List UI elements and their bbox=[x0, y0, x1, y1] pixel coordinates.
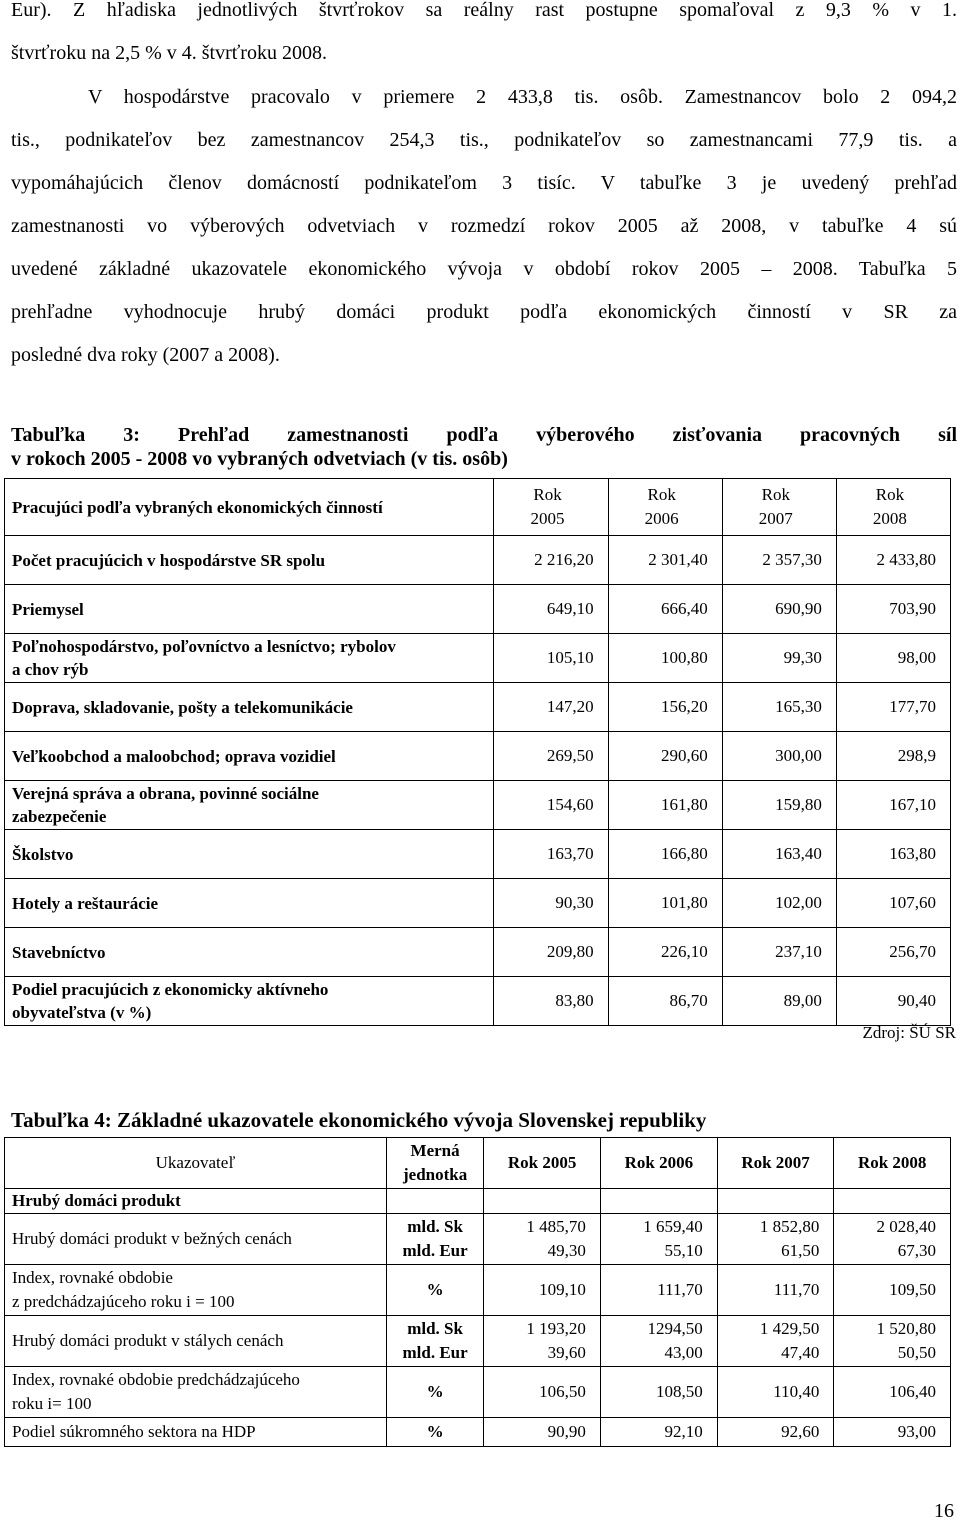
table4-unit-cell bbox=[386, 1367, 483, 1418]
table3-row bbox=[5, 634, 951, 683]
unit-heading-line: jednotka bbox=[402, 1165, 468, 1184]
table3-row-label bbox=[5, 732, 494, 781]
table3-value-cell: 163,40 bbox=[722, 830, 836, 879]
table4-unit-cell bbox=[386, 1316, 483, 1367]
row-label-line: a chov rýb bbox=[12, 660, 89, 679]
row-label-line: Podiel pracujúcich z ekonomicky aktívneho bbox=[12, 980, 329, 999]
table4-section-title: Hrubý domáci produkt bbox=[5, 1189, 387, 1214]
row-label-line: roku i= 100 bbox=[12, 1394, 92, 1413]
row-label-line: Veľkoobchod a maloobchod; oprava vozidiel bbox=[12, 746, 336, 766]
year-prefix: Rok bbox=[761, 485, 790, 504]
row-label-line: z predchádzajúceho roku i = 100 bbox=[12, 1292, 235, 1311]
paragraph-employment bbox=[11, 76, 957, 377]
table3-value-cell: 165,30 bbox=[722, 683, 836, 732]
table3-row bbox=[5, 732, 951, 781]
unit-line: mld. Eur bbox=[402, 1343, 468, 1362]
table3-value-cell: 269,50 bbox=[494, 732, 608, 781]
table3-value-cell: 107,60 bbox=[836, 879, 950, 928]
value-line: 50,50 bbox=[897, 1343, 936, 1362]
year-value: 2006 bbox=[644, 509, 679, 528]
table4-value-cell bbox=[834, 1214, 951, 1265]
table4-value-cell bbox=[484, 1367, 601, 1418]
value-line: 55,10 bbox=[664, 1241, 703, 1260]
table3-row bbox=[5, 879, 951, 928]
table3-caption bbox=[11, 423, 957, 471]
table3-row-label bbox=[5, 585, 494, 634]
value-line: 1 659,40 bbox=[643, 1217, 703, 1236]
value-line: 67,30 bbox=[897, 1241, 936, 1260]
table4-unit-cell bbox=[386, 1214, 483, 1265]
table4-header-row bbox=[5, 1138, 951, 1189]
table4-section-row bbox=[5, 1189, 951, 1214]
table4-unit-cell bbox=[386, 1418, 483, 1447]
table3-row bbox=[5, 536, 951, 585]
table3-row bbox=[5, 781, 951, 830]
table4-row-label bbox=[5, 1367, 387, 1418]
value-line: 109,10 bbox=[539, 1280, 586, 1299]
table3-value-cell: 649,10 bbox=[494, 585, 608, 634]
table3-row-label bbox=[5, 683, 494, 732]
table3-row bbox=[5, 585, 951, 634]
value-line: 90,90 bbox=[547, 1422, 586, 1441]
table3-value-cell: 209,80 bbox=[494, 928, 608, 977]
table3-header-label: Pracujúci podľa vybraných ekonomických činností bbox=[5, 479, 494, 536]
table3-value-cell: 156,20 bbox=[608, 683, 722, 732]
year-prefix: Rok bbox=[533, 485, 562, 504]
table4-indicators bbox=[4, 1137, 951, 1447]
text-line: posledné dva roky (2007 a 2008). bbox=[11, 344, 280, 366]
value-line: 39,60 bbox=[547, 1343, 586, 1362]
row-label-line: Priemysel bbox=[12, 599, 84, 619]
table3-row bbox=[5, 683, 951, 732]
year-value: 2008 bbox=[872, 509, 907, 528]
table4-value-cell bbox=[834, 1367, 951, 1418]
table3-value-cell: 86,70 bbox=[608, 977, 722, 1026]
value-line: 47,40 bbox=[781, 1343, 820, 1362]
table3-value-cell: 2 301,40 bbox=[608, 536, 722, 585]
table4-value-cell bbox=[600, 1214, 717, 1265]
value-line: 61,50 bbox=[781, 1241, 820, 1260]
table4-caption: Tabuľka 4: Základné ukazovatele ekonomického vývoja Slovenskej republiky bbox=[11, 1108, 707, 1132]
table3-value-cell: 89,00 bbox=[722, 977, 836, 1026]
text-line: Eur). Z hľadiska jednotlivých štvrťrokov sa reálny rast postupne spomaľoval z 9,3 % v 1. bbox=[11, 0, 957, 21]
table4-value-cell bbox=[600, 1418, 717, 1447]
table3-value-cell: 298,9 bbox=[836, 732, 950, 781]
value-line: 49,30 bbox=[547, 1241, 586, 1260]
table4-row bbox=[5, 1265, 951, 1316]
table4-value-cell bbox=[834, 1316, 951, 1367]
value-line: 1 852,80 bbox=[759, 1217, 820, 1236]
table3-value-cell: 99,30 bbox=[722, 634, 836, 683]
row-label-line: Hrubý domáci produkt v stálych cenách bbox=[12, 1331, 284, 1350]
value-line: 43,00 bbox=[664, 1343, 703, 1362]
table4-row bbox=[5, 1367, 951, 1418]
indicator-heading: Ukazovateľ bbox=[155, 1153, 236, 1172]
table4-value-cell bbox=[834, 1418, 951, 1447]
table4-row-label bbox=[5, 1265, 387, 1316]
table3-value-cell: 90,30 bbox=[494, 879, 608, 928]
year-prefix: Rok bbox=[647, 485, 676, 504]
row-label-line: Podiel súkromného sektora na HDP bbox=[12, 1422, 256, 1441]
table3-value-cell: 703,90 bbox=[836, 585, 950, 634]
unit-heading-line: Merná bbox=[410, 1141, 460, 1160]
text-line: V hospodárstve pracovalo v priemere 2 433,8 tis. osôb. Zamestnancov bolo 2 094,2 bbox=[88, 86, 957, 108]
table3-year-header bbox=[494, 479, 608, 536]
table4-value-cell bbox=[600, 1367, 717, 1418]
value-line: 1 429,50 bbox=[759, 1319, 820, 1338]
text-line: uvedené základné ukazovatele ekonomického vývoja v období rokov 2005 – 2008. Tabuľka 5 bbox=[11, 258, 957, 280]
table3-row-label bbox=[5, 781, 494, 830]
value-line: 106,40 bbox=[889, 1382, 936, 1401]
table3-caption-line: v rokoch 2005 - 2008 vo vybraných odvetviach (v tis. osôb) bbox=[11, 448, 508, 470]
table3-value-cell: 2 433,80 bbox=[836, 536, 950, 585]
table3-value-cell: 163,80 bbox=[836, 830, 950, 879]
table4-value-cell bbox=[717, 1316, 834, 1367]
paragraph-intro bbox=[11, 0, 957, 75]
row-label-line: obyvateľstva (v %) bbox=[12, 1003, 152, 1022]
value-line: 1 485,70 bbox=[526, 1217, 586, 1236]
table4-value-cell bbox=[717, 1214, 834, 1265]
table4-year-header: Rok 2005 bbox=[484, 1138, 601, 1189]
table4-row-label bbox=[5, 1418, 387, 1447]
value-line: 111,70 bbox=[657, 1280, 703, 1299]
text-line: vypomáhajúcich členov domácností podnikateľom 3 tisíc. V tabuľke 3 je uvedený prehľad bbox=[11, 172, 957, 194]
table3-value-cell: 98,00 bbox=[836, 634, 950, 683]
table4-value-cell bbox=[484, 1418, 601, 1447]
unit-line: % bbox=[426, 1382, 444, 1401]
value-line: 1 520,80 bbox=[876, 1319, 936, 1338]
table4-value-cell bbox=[717, 1418, 834, 1447]
table4-value-cell bbox=[600, 1265, 717, 1316]
row-label-line: Hotely a reštaurácie bbox=[12, 893, 159, 913]
table3-row-label bbox=[5, 928, 494, 977]
table3-value-cell: 154,60 bbox=[494, 781, 608, 830]
table4-year-header: Rok 2008 bbox=[834, 1138, 951, 1189]
table3-row bbox=[5, 977, 951, 1026]
year-value: 2005 bbox=[530, 509, 565, 528]
table4-value-cell bbox=[717, 1367, 834, 1418]
table3-value-cell: 100,80 bbox=[608, 634, 722, 683]
table4-row bbox=[5, 1214, 951, 1265]
table3-value-cell: 290,60 bbox=[608, 732, 722, 781]
table3-value-cell: 159,80 bbox=[722, 781, 836, 830]
value-line: 1294,50 bbox=[647, 1319, 703, 1338]
table3-value-cell: 102,00 bbox=[722, 879, 836, 928]
table3-year-header bbox=[608, 479, 722, 536]
table3-row-label bbox=[5, 977, 494, 1026]
value-line: 110,40 bbox=[773, 1382, 820, 1401]
table3-row-label bbox=[5, 830, 494, 879]
table3-row-label bbox=[5, 536, 494, 585]
row-label-line: Počet pracujúcich v hospodárstve SR spolu bbox=[12, 550, 326, 570]
table4-year-header: Rok 2006 bbox=[600, 1138, 717, 1189]
value-line: 111,70 bbox=[773, 1280, 820, 1299]
table4-empty-cell bbox=[386, 1189, 483, 1214]
table4-empty-cell bbox=[717, 1189, 834, 1214]
unit-line: % bbox=[426, 1422, 444, 1441]
table4-value-cell bbox=[600, 1316, 717, 1367]
table3-value-cell: 105,10 bbox=[494, 634, 608, 683]
row-label-line: Index, rovnaké obdobie bbox=[12, 1268, 173, 1287]
table4-empty-cell bbox=[484, 1189, 601, 1214]
value-line: 93,00 bbox=[897, 1422, 936, 1441]
text-line: zamestnanosti vo výberových odvetviach v rozmedzí rokov 2005 až 2008, v tabuľke 4 sú bbox=[11, 215, 957, 237]
table4-header-unit bbox=[386, 1138, 483, 1189]
table3-value-cell: 2 216,20 bbox=[494, 536, 608, 585]
text-line: tis., podnikateľov bez zamestnancov 254,3 tis., podnikateľov so zamestnancami 77,9 tis. a bbox=[11, 129, 957, 151]
table3-employment bbox=[4, 478, 951, 1026]
unit-line: mld. Eur bbox=[402, 1241, 468, 1260]
unit-line: % bbox=[426, 1280, 444, 1299]
table4-unit-cell bbox=[386, 1265, 483, 1316]
table3-value-cell: 90,40 bbox=[836, 977, 950, 1026]
table3-value-cell: 226,10 bbox=[608, 928, 722, 977]
row-label-line: Verejná správa a obrana, povinné sociálne bbox=[12, 784, 319, 803]
text-line: štvrťroku na 2,5 % v 4. štvrťroku 2008. bbox=[11, 42, 327, 64]
value-line: 1 193,20 bbox=[526, 1319, 586, 1338]
value-line: 2 028,40 bbox=[876, 1217, 936, 1236]
row-label-line: Stavebníctvo bbox=[12, 942, 106, 962]
table4-year-header: Rok 2007 bbox=[717, 1138, 834, 1189]
table3-value-cell: 83,80 bbox=[494, 977, 608, 1026]
table3-caption-line: Tabuľka 3: Prehľad zamestnanosti podľa výberového zisťovania pracovných síl bbox=[11, 424, 957, 446]
table3-value-cell: 666,40 bbox=[608, 585, 722, 634]
table3-row bbox=[5, 928, 951, 977]
page-number: 16 bbox=[934, 1500, 954, 1522]
table3-value-cell: 690,90 bbox=[722, 585, 836, 634]
table3-value-cell: 167,10 bbox=[836, 781, 950, 830]
value-line: 109,50 bbox=[889, 1280, 936, 1299]
table3-row-label bbox=[5, 879, 494, 928]
text-line: prehľadne vyhodnocuje hrubý domáci produkt podľa ekonomických činností v SR za bbox=[11, 301, 957, 323]
table3-value-cell: 177,70 bbox=[836, 683, 950, 732]
table3-value-cell: 256,70 bbox=[836, 928, 950, 977]
table4-empty-cell bbox=[600, 1189, 717, 1214]
table4-value-cell bbox=[717, 1265, 834, 1316]
table3-row-label bbox=[5, 634, 494, 683]
year-value: 2007 bbox=[758, 509, 793, 528]
table4-row bbox=[5, 1418, 951, 1447]
row-label-line: Poľnohospodárstvo, poľovníctvo a lesníctvo; rybolov bbox=[12, 637, 396, 656]
table3-value-cell: 163,70 bbox=[494, 830, 608, 879]
table3-year-header bbox=[722, 479, 836, 536]
unit-line: mld. Sk bbox=[407, 1319, 463, 1338]
year-prefix: Rok bbox=[875, 485, 905, 504]
table3-value-cell: 166,80 bbox=[608, 830, 722, 879]
row-label-line: Školstvo bbox=[12, 844, 74, 864]
value-line: 108,50 bbox=[656, 1382, 703, 1401]
table3-row bbox=[5, 830, 951, 879]
table3-year-header bbox=[836, 479, 950, 536]
value-line: 106,50 bbox=[539, 1382, 586, 1401]
row-label-line: zabezpečenie bbox=[12, 807, 107, 826]
value-line: 92,60 bbox=[781, 1422, 820, 1441]
table3-value-cell: 101,80 bbox=[608, 879, 722, 928]
table4-value-cell bbox=[834, 1265, 951, 1316]
table3-value-cell: 161,80 bbox=[608, 781, 722, 830]
table3-header-row bbox=[5, 479, 951, 536]
table4-value-cell bbox=[484, 1214, 601, 1265]
row-label-line: Index, rovnaké obdobie predchádzajúceho bbox=[12, 1370, 300, 1389]
row-label-line: Doprava, skladovanie, pošty a telekomunikácie bbox=[12, 697, 353, 717]
table3-source: Zdroj: ŠÚ SR bbox=[862, 1023, 956, 1042]
table4-empty-cell bbox=[834, 1189, 951, 1214]
table3-value-cell: 147,20 bbox=[494, 683, 608, 732]
table4-header-indicator bbox=[5, 1138, 387, 1189]
row-label-line: Hrubý domáci produkt v bežných cenách bbox=[12, 1229, 292, 1248]
table4-row bbox=[5, 1316, 951, 1367]
table4-row-label bbox=[5, 1316, 387, 1367]
value-line: 92,10 bbox=[664, 1422, 703, 1441]
table4-value-cell bbox=[484, 1265, 601, 1316]
table4-row-label bbox=[5, 1214, 387, 1265]
table3-value-cell: 2 357,30 bbox=[722, 536, 836, 585]
table3-value-cell: 300,00 bbox=[722, 732, 836, 781]
table4-value-cell bbox=[484, 1316, 601, 1367]
table3-value-cell: 237,10 bbox=[722, 928, 836, 977]
unit-line: mld. Sk bbox=[407, 1217, 463, 1236]
